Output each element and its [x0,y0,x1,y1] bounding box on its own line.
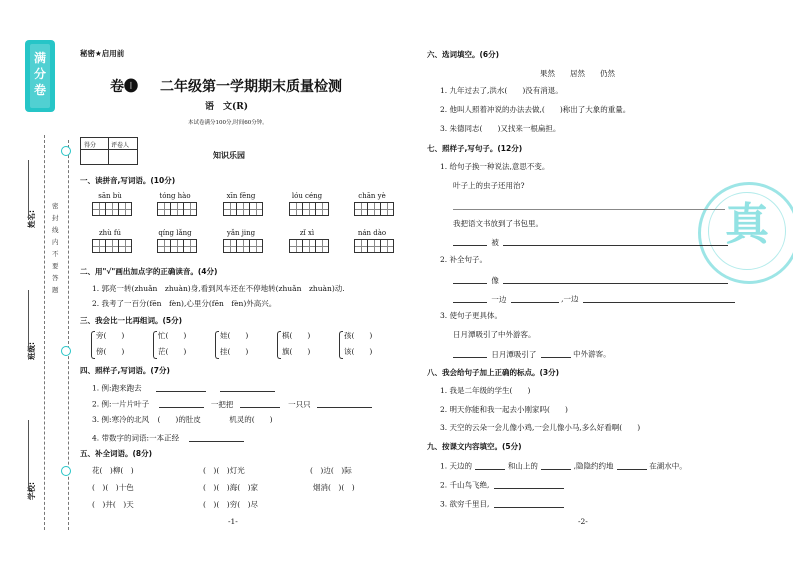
q1-row2 [90,229,390,259]
label-name: 姓名: [27,210,36,228]
q5-item: ( )边( )际 [310,466,352,475]
q2-line2: 2. 我考了一百分(fēn fèn),心里分(fēn fèn)外高兴。 [92,299,277,308]
brace [215,331,219,359]
brace [277,331,281,359]
answer-line[interactable] [453,294,487,303]
seal-text: 密 封 线 内 不 要 答 题 [52,202,59,294]
brand-logo-text: 满分卷 [33,51,46,97]
answer-line[interactable] [475,461,505,470]
q7-line1b: 我把语文书放到了书包里。 [453,219,543,228]
q5-item: 烟消( )( ) [313,483,355,492]
pinyin: yǎn jing [226,229,256,237]
answer-line[interactable] [511,294,559,303]
pinyin: tóng hào [159,192,191,200]
q6-words: 果然 居然 仍然 [540,69,615,78]
q9-line1: 1. 天边的 和山上的 ,隐隐约约地 在湖水中。 [440,461,687,471]
pinyin: xīn fēng [226,192,256,200]
score-table [80,137,138,165]
q2-title: 二、用"√"画出加点字的正确读音。(4分) [80,267,218,276]
q3-item: 挂( ) [220,347,249,356]
brace [91,331,95,359]
subject-label: 语 文(R) [205,102,248,112]
q1-title: 一、读拼音,写词语。(10分) [80,176,176,185]
q1-row1 [90,192,390,222]
q7-line2: 2. 补全句子。 [440,255,488,264]
answer-box[interactable] [93,239,132,253]
field-class-line[interactable] [28,290,29,350]
q9-line2: 2. 千山鸟飞绝, [440,480,564,489]
page-number-right: -2- [578,517,588,526]
seal-dot [61,466,71,476]
seal-dot [61,346,71,356]
label-school: 学校: [27,482,36,500]
q3-item: 该( ) [344,347,373,356]
q8-title: 八、我会给句子加上正确的标点。(3分) [427,368,560,377]
answer-box[interactable] [158,202,197,216]
pinyin: qíng lǎng [158,229,192,237]
secret-label: 秘密★启用前 [80,49,125,58]
grader-header: 评卷人 [111,142,130,149]
q4-line3: 3. 例:寒冷的北风 ( )的肚皮 机灵的( ) [92,415,273,424]
q5-item: 花( )柳( ) [92,466,134,475]
answer-box[interactable] [224,239,263,253]
answer-line[interactable] [541,349,571,358]
answer-line[interactable] [317,399,372,408]
answer-line[interactable] [189,433,244,442]
q3-item: 茫( ) [158,347,187,356]
seal-dot [61,146,71,156]
q7-title: 七、照样子,写句子。(12分) [427,144,523,153]
answer-line[interactable] [156,383,206,392]
volume-label: 卷❶ [110,79,138,95]
answer-line[interactable] [159,399,204,408]
pinyin: nán dào [357,229,387,237]
answer-line[interactable] [494,499,564,508]
q2-line1: 1. 郭亮一转(zhuǎn zhuàn)身,看到风车还在不停地转(zhuǎn zhuàn)动. [92,284,345,293]
q3-item: 忙( ) [158,331,187,340]
field-school-line[interactable] [28,420,29,490]
q5-item: ( )( )灯光 [203,466,245,475]
q5-item: ( )井( )天 [92,500,134,509]
q4-line2: 2. 例:一片片叶子 一把把 一只只 [92,399,372,408]
answer-box[interactable] [224,202,263,216]
q7-line1c: 被 [453,237,728,246]
stamp-text: 真 [725,199,769,250]
answer-line[interactable] [541,461,571,470]
answer-line[interactable] [240,399,280,408]
answer-box[interactable] [355,202,394,216]
pinyin: zǐ xì [299,229,315,237]
page-title: 二年级第一学期期末质量检测 [160,79,342,95]
q4-title: 四、照样子,写词语。(7分) [80,366,170,375]
q9-line3: 3. 欲穷千里目, [440,499,564,508]
q4-line1: 1. 例:跑来跑去 [92,383,275,392]
q3-item: 孩( ) [344,331,373,340]
q7-line3: 3. 使句子更具体。 [440,311,503,320]
answer-line[interactable] [220,383,275,392]
section-title: 知识乐园 [213,151,245,160]
answer-box[interactable] [290,239,329,253]
answer-line[interactable] [494,480,564,489]
answer-line[interactable] [583,294,735,303]
field-name-line[interactable] [28,160,29,220]
q3-item: 旗( ) [282,347,311,356]
q3-item: 旁( ) [96,331,125,340]
answer-box[interactable] [355,239,394,253]
seal-line-inner [44,135,45,530]
answer-line[interactable] [453,349,487,358]
q7-line1: 1. 给句子换一种说法,意思不变。 [440,162,550,171]
q4-line4: 4. 带数字的词语:一本正经 [92,433,244,442]
q3-item: 娃( ) [220,331,249,340]
q3-item: 棋( ) [282,331,311,340]
pinyin: sān bù [98,192,122,200]
q3-item: 傍( ) [96,347,125,356]
brand-logo [20,36,60,116]
pinyin: zhù fú [98,229,122,237]
brace [153,331,157,359]
q6-line2: 2. 他叫人照着冲说的办法去做,( )称出了大象的重量。 [440,105,631,114]
q8-line2: 2. 明天你能和我一起去小刚家吗( ) [440,405,568,414]
q8-line1: 1. 我是二年级的学生( ) [440,386,531,395]
answer-line[interactable] [453,208,725,210]
q7-line3b: 日月潭吸引了 中外游客。 [453,349,611,358]
q7-line2a: 像 [453,275,728,284]
q3-title: 三、我会比一比再组词。(5分) [80,316,183,325]
brace [339,331,343,359]
answer-box[interactable] [158,239,197,253]
page-number-left: -1- [228,517,238,526]
q9-title: 九、按课文内容填空。(5分) [427,442,522,451]
q7-line3a: 日月潭吸引了中外游客。 [453,330,536,339]
answer-box[interactable] [290,202,329,216]
q7-line1a: 叶子上的虫子还用治? [453,181,525,190]
q7-line2b: 一边 ,一边 [453,294,735,303]
q6-title: 六、选词填空。(6分) [427,50,500,59]
exam-note: 本试卷满分100分,时间60分钟。 [188,120,268,126]
score-header: 得分 [84,142,97,149]
q5-item: ( )( )海( )家 [203,483,259,492]
q6-line1: 1. 九年过去了,洪水( )没有消退。 [440,86,563,95]
answer-line[interactable] [503,275,728,284]
answer-line[interactable] [453,275,487,284]
answer-line[interactable] [617,461,647,470]
label-class: 班级: [27,342,36,360]
answer-line[interactable] [503,237,728,246]
answer-box[interactable] [93,202,132,216]
q5-item: ( )( )十色 [92,483,134,492]
q6-line3: 3. 朱德同志( )又找来一根扁担。 [440,124,561,133]
answer-line[interactable] [453,237,487,246]
q8-line3: 3. 天空的云朵一会儿像小鸡,一会儿像小马,多么好看啊( ) [440,423,641,432]
q5-title: 五、补全词语。(8分) [80,449,153,458]
pinyin: lóu céng [291,192,323,200]
pinyin: chān yè [358,192,386,200]
q3-grid [90,332,390,362]
q5-item: ( )( )穷( )尽 [203,500,259,509]
